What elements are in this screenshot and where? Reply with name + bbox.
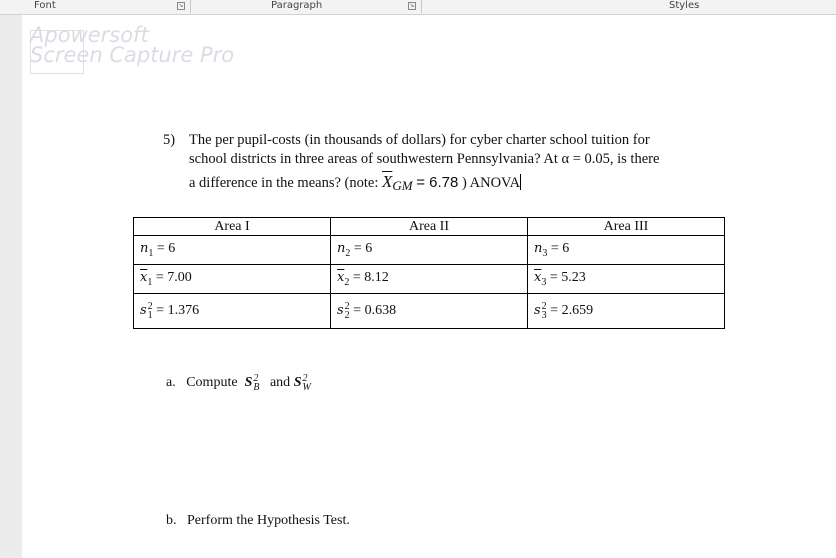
grand-mean-value: = 6.78 [416,174,459,191]
question-a-label: a. [166,375,176,391]
question-b-text: Perform the Hypothesis Test. [187,513,350,528]
styles-group-label: Styles [669,0,700,11]
text-cursor [520,174,521,190]
cell-n-3: $n_3 = 6$ [528,236,725,265]
ribbon-separator [190,0,191,13]
question-b [166,513,350,529]
question-a-text: Compute [186,375,238,391]
watermark-line2: Screen Capture Pro [30,43,235,67]
problem-line-3-text: a difference in the means? (note: [189,175,382,191]
problem-number: 5) [163,132,176,148]
table-row-mean [134,265,725,294]
table-row-variance [134,294,725,329]
cell-n-2: $n_2 = 6$ [331,236,528,265]
problem-line-3 [189,172,521,195]
cell-mean-2: $\overline{x}_2 = 8.12$ [331,265,528,294]
left-margin-area [0,15,22,558]
question-b-label: b. [166,513,177,528]
watermark [30,25,234,65]
cell-mean-1: $\overline{x}_1 = 7.00$ [134,265,331,294]
font-dialog-launcher-icon[interactable]: ↘ [178,2,184,9]
cell-n-1: $n_1 = 6$ [134,236,331,265]
cell-mean-3: $\overline{x}_3 = 5.23$ [528,265,725,294]
paragraph-dialog-launcher-icon[interactable]: ↘ [409,2,415,9]
question-a-and: and [269,375,291,391]
cell-var-2: s2 2 = 0.638 [331,294,528,329]
grand-mean-symbol: $\overline{X}_{GM}$ [381,172,413,193]
table-header-row [134,218,725,236]
problem-line-1: The per pupil-costs (in thousands of dollars) for cyber charter school tuition for [189,132,650,148]
between-variance-symbol: S2 B [244,373,260,393]
header-area-2: Area II [331,218,528,236]
ribbon-group-labels [0,0,836,15]
paragraph-group-label: Paragraph [271,0,323,11]
within-variance-symbol: S2 W [293,373,311,393]
ribbon-separator [421,0,422,13]
cell-var-3: s2 3 = 2.659 [528,294,725,329]
table-row-n [134,236,725,265]
watermark-line1: Apowersoft [30,23,149,47]
question-a [166,374,311,392]
header-area-3: Area III [528,218,725,236]
summary-table [133,217,725,329]
problem-line-2: school districts in three areas of southwestern Pennsylvania? At α = 0.05, is there [189,151,660,167]
header-area-1: Area I [134,218,331,236]
font-group-label: Font [34,0,56,11]
cell-var-1: s2 1 = 1.376 [134,294,331,329]
grand-mean-subscript: GM [392,178,413,193]
problem-line-3-end: ) ANOVA [458,175,521,191]
